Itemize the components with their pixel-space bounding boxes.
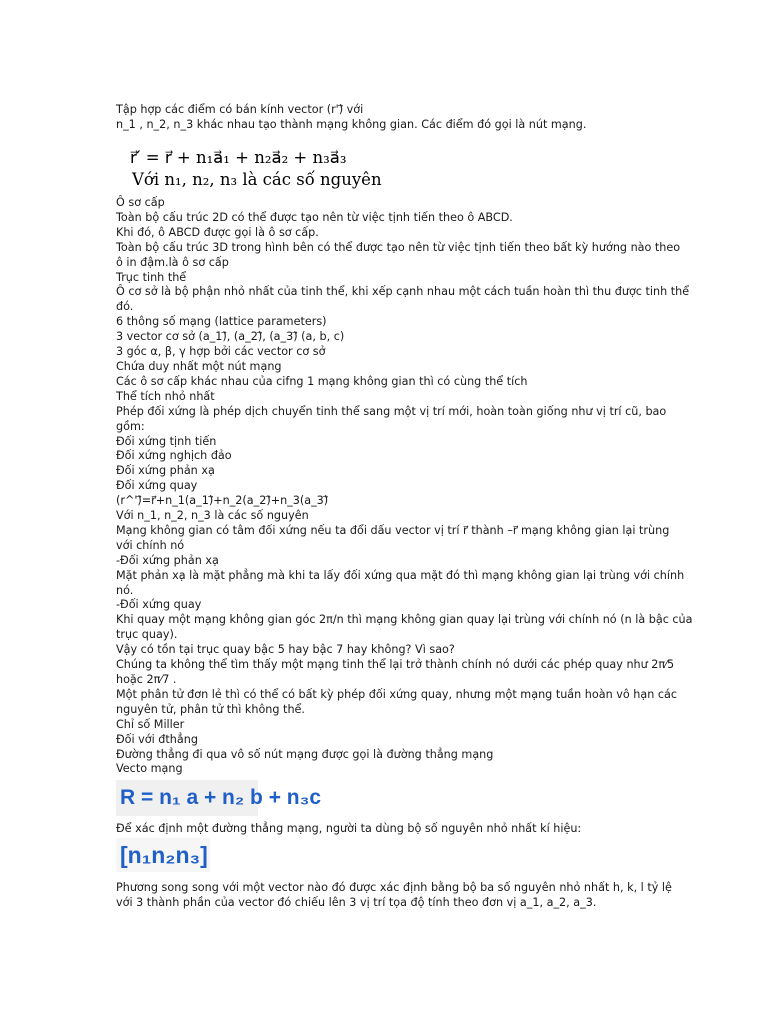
text-line: Khi đó, ô ABCD được gọi là ô sơ cấp. — [116, 225, 319, 239]
text-line: Ô cơ sở là bộ phận nhỏ nhất của tinh thể, khi xếp cạnh nhau một cách tuần hoàn thì thu được tinh thể — [116, 285, 690, 299]
text-line: Đối với đthẳng — [116, 732, 198, 746]
text-line: với chính nó — [116, 538, 185, 552]
lattice-vector-equation: R = n₁ a + n₂ b + n₃c — [116, 780, 258, 816]
text-line: Để xác định một đường thẳng mạng, người ta dùng bộ số nguyên nhỏ nhất kí hiệu: — [116, 822, 582, 835]
text-line: Đối xứng tịnh tiến — [116, 434, 217, 448]
text-line: 3 góc α, β, γ hợp bởi các vector cơ sở — [116, 345, 326, 359]
text-line: Đối xứng nghịch đảo — [116, 449, 232, 463]
text-line: Thể tích nhỏ nhất — [116, 389, 215, 403]
text-line: với 3 thành phần của vector đó chiếu lên 3 vị trí tọa độ tính theo đơn vị a_1, a_2, a_3. — [116, 895, 597, 909]
text-line: Chỉ số Miller — [116, 717, 185, 731]
text-line: gồm: — [116, 419, 145, 433]
text-line: Đường thẳng đi qua vô số nút mạng được gọi là đường thẳng mạng — [116, 747, 494, 761]
position-vector-equation — [130, 147, 382, 191]
body-text-section-a — [116, 196, 693, 777]
text-line: Đối xứng quay — [116, 479, 198, 493]
text-line: Vậy có tồn tại trục quay bậc 5 hay bậc 7 hay không? Vì sao? — [116, 643, 455, 657]
text-line: -Đối xứng phản xạ — [116, 553, 219, 567]
text-line: Trục tinh thể — [116, 270, 187, 284]
text-line: hoặc 2π⁄7 . — [116, 673, 177, 686]
text-line: nguyên tử, phân tử thì không thể. — [116, 702, 305, 716]
text-line: 6 thông số mạng (lattice parameters) — [116, 315, 327, 329]
text-line: (r^')⃗=r⃗+n_1(a_1)⃗+n_2(a_2)⃗+n_3(a_3)⃗ — [116, 494, 329, 508]
equation-caption: Với n₁, n₂, n₃ là các số nguyên — [132, 170, 382, 189]
intro-text — [116, 103, 656, 133]
text-line: ô in đậm.là ô sơ cấp — [116, 255, 229, 269]
text-line: -Đối xứng quay — [116, 598, 202, 612]
text-line: n_1 , n_2, n_3 khác nhau tạo thành mạng không gian. Các điểm đó gọi là nút mạng. — [116, 117, 587, 131]
text-line: Ô sơ cấp — [116, 196, 165, 209]
text-line: Chứa duy nhất một nút mạng — [116, 359, 282, 373]
text-line: Một phân tử đơn lẻ thì có thể có bất kỳ phép đối xứng quay, nhưng một mạng tuần hoàn vô hạn các — [116, 687, 678, 701]
text-line: Tập hợp các điểm có bán kính vector (r')⃗ với — [116, 103, 364, 116]
text-line: Mặt phản xạ là mặt phẳng mà khi ta lấy đối xứng qua mặt đó thì mạng không gian lại trùng với chính — [116, 568, 685, 582]
equation-line: r⃗′ = r⃗ + n₁a⃗₁ + n₂a⃗₂ + n₃a⃗₃ — [130, 148, 347, 167]
text-line: Với n_1, n_2, n_3 là các số nguyên — [116, 509, 309, 523]
text-line: Mạng không gian có tâm đối xứng nếu ta đổi dấu vector vị trí r⃗ thành –r⃗ mạng không gian lại trùng — [116, 523, 670, 537]
text-line: Các ô sơ cấp khác nhau của cifng 1 mạng không gian thì có cùng thể tích — [116, 374, 528, 388]
text-line: Đối xứng phản xạ — [116, 464, 215, 478]
text-line: nó. — [116, 583, 134, 597]
body-text-section-b — [116, 822, 656, 837]
text-line: Phép đối xứng là phép dịch chuyển tinh thể sang một vị trí mới, hoàn toàn giống như vị trí cũ, bao — [116, 404, 667, 418]
text-line: Chúng ta không thể tìm thấy một mạng tinh thể lại trở thành chính nó dưới các phép quay như 2π⁄5 — [116, 658, 675, 672]
text-line: Toàn bộ cấu trúc 2D có thể được tạo nên từ việc tịnh tiến theo ô ABCD. — [116, 210, 513, 224]
text-line: Phương song song với một vector nào đó được xác định bằng bộ ba số nguyên nhỏ nhất h, k, l tỷ lệ — [116, 881, 672, 894]
text-line: Khi quay một mạng không gian góc 2π/n thì mạng không gian quay lại trùng với chính nó (n là bậc của — [116, 613, 693, 627]
direction-index-equation: [n₁n₂n₃] — [116, 838, 210, 872]
text-line: 3 vector cơ sở (a_1)⃗, (a_2)⃗, (a_3)⃗ (a, b, c) — [116, 330, 345, 344]
body-text-section-c — [116, 881, 672, 911]
text-line: đó. — [116, 300, 134, 314]
text-line: Vecto mạng — [116, 762, 183, 776]
text-line: trục quay). — [116, 628, 178, 642]
text-line: Toàn bộ cấu trúc 3D trong hình bên có thể được tạo nên từ việc tịnh tiến theo bất kỳ hướng nào theo — [116, 240, 681, 254]
